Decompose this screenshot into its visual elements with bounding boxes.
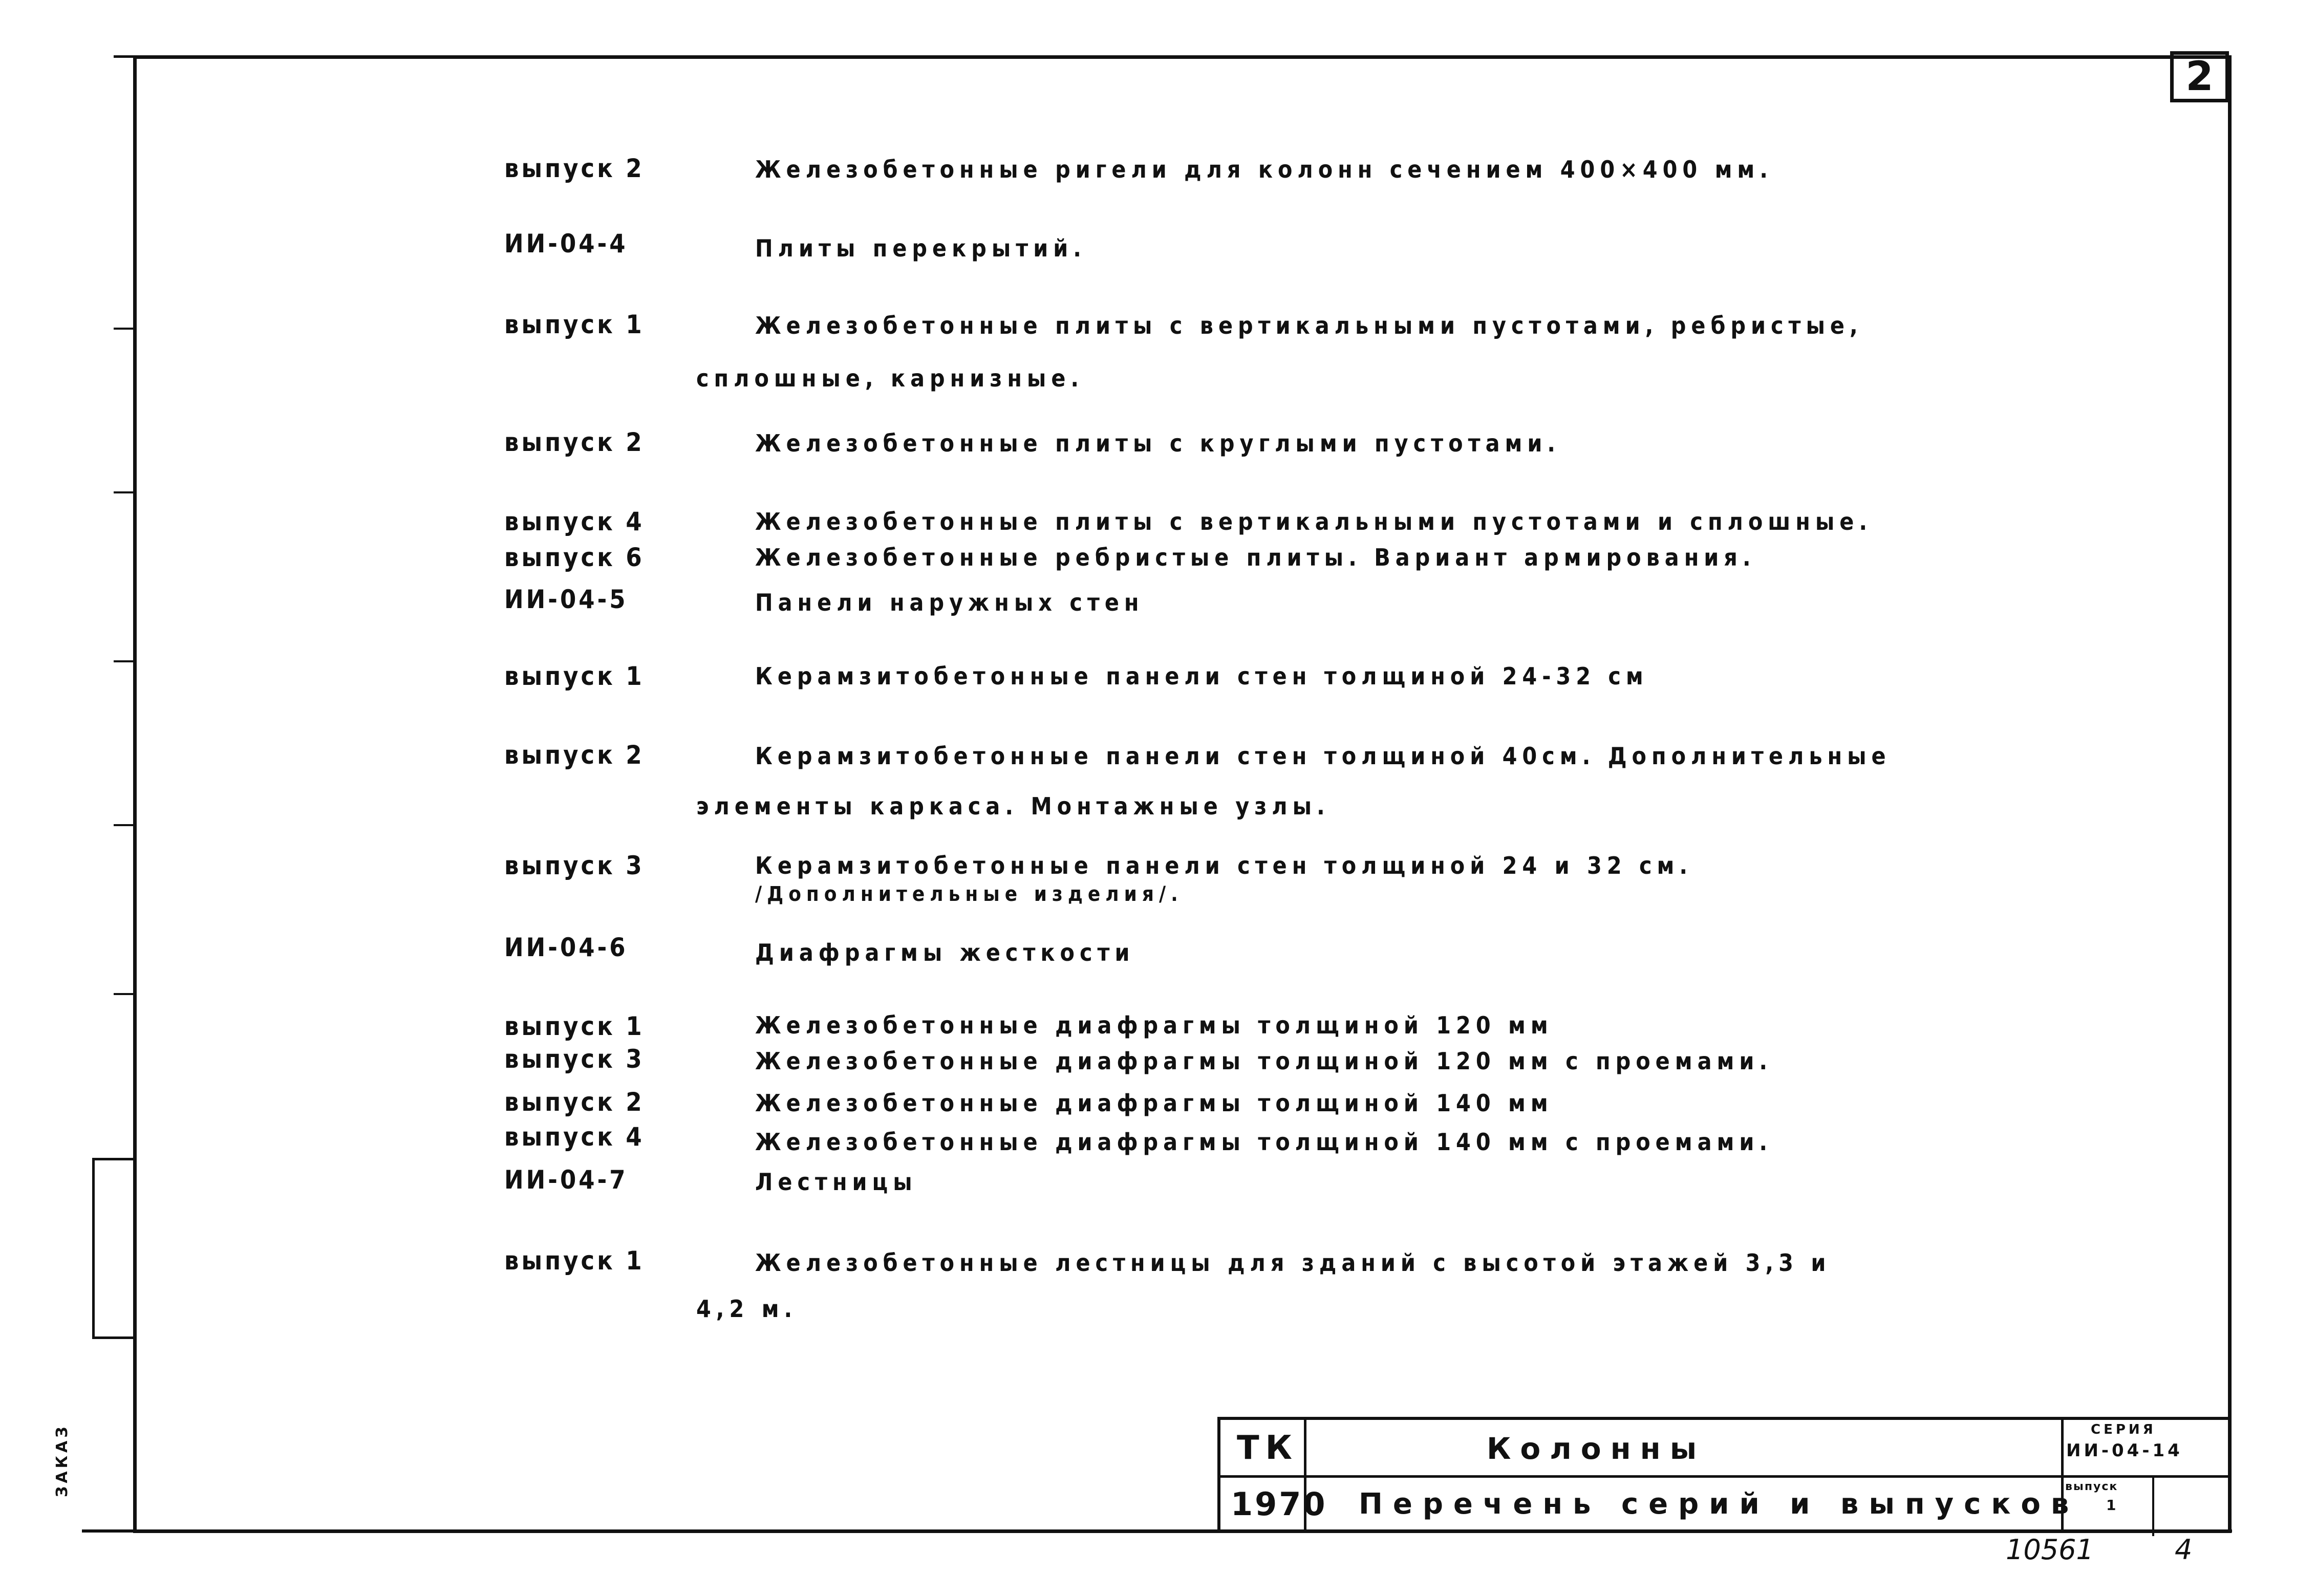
series-code: ИИ-04-6 xyxy=(504,933,628,962)
entry-description-continued: элементы каркаса. Монтажные узлы. xyxy=(696,792,1330,820)
series-description: Плиты перекрытий. xyxy=(755,234,1086,262)
series-code: ИИ-04-7 xyxy=(504,1165,628,1195)
entry-code: выпуск 2 xyxy=(504,154,645,183)
drawing-title: Колонны xyxy=(1487,1431,1706,1466)
side-label: ЗАКАЗ xyxy=(53,1424,71,1497)
entry-description: Керамзитобетонные панели стен толщиной 24 и 32 см. xyxy=(755,852,1693,879)
series-label: СЕРИЯ xyxy=(2091,1422,2156,1437)
entry-code: выпуск 2 xyxy=(504,427,645,457)
document-number: 10561 xyxy=(2006,1534,2094,1566)
entry-description: Железобетонные диафрагмы толщиной 120 мм с проемами. xyxy=(755,1047,1773,1075)
sheet-number: 4 xyxy=(2175,1534,2193,1566)
entry-description: Керамзитобетонные панели стен толщиной 24-32 см xyxy=(755,662,1648,690)
entry-description: Железобетонные плиты с вертикальными пустотами, ребристые, xyxy=(755,312,1863,339)
entry-code: выпуск 1 xyxy=(504,1246,645,1276)
series-value: ИИ-04-14 xyxy=(2066,1440,2183,1461)
organization-code: ТК xyxy=(1237,1429,1298,1467)
entry-description: Керамзитобетонные панели стен толщиной 40см. Дополнительные xyxy=(755,742,1891,770)
issue-value: 1 xyxy=(2106,1497,2116,1514)
entry-description: Железобетонные ригели для колонн сечением 400×400 мм. xyxy=(755,156,1773,183)
year: 1970 xyxy=(1231,1485,1327,1523)
page-number: 2 xyxy=(2170,51,2229,102)
entry-description: Железобетонные лестницы для зданий с высотой этажей 3,3 и xyxy=(755,1249,1831,1277)
entry-description: Железобетонные диафрагмы толщиной 120 мм xyxy=(755,1011,1553,1039)
entry-description: Железобетонные диафрагмы толщиной 140 мм с проемами. xyxy=(755,1128,1773,1156)
entry-description-continued: сплошные, карнизные. xyxy=(696,364,1084,392)
entry-code: выпуск 1 xyxy=(504,1011,645,1041)
series-description: Лестницы xyxy=(755,1168,917,1196)
title-block xyxy=(1217,1417,2232,1533)
entry-code: выпуск 2 xyxy=(504,1087,645,1117)
drawing-subtitle: Перечень серий и выпусков xyxy=(1359,1487,2079,1521)
entry-description-continued: 4,2 м. xyxy=(696,1295,798,1323)
entry-code: выпуск 1 xyxy=(504,310,645,339)
entry-code: выпуск 2 xyxy=(504,740,645,770)
entry-description-note: /Дополнительные изделия/. xyxy=(755,882,1183,906)
series-code: ИИ-04-4 xyxy=(504,229,628,258)
entry-code: выпуск 1 xyxy=(504,661,645,691)
entry-code: выпуск 3 xyxy=(504,851,645,880)
binding-tick xyxy=(114,491,134,493)
issue-label: выпуск xyxy=(2065,1480,2118,1493)
entry-code: выпуск 4 xyxy=(504,507,645,536)
entry-description: Железобетонные диафрагмы толщиной 140 мм xyxy=(755,1089,1553,1117)
binding-mark xyxy=(114,55,139,58)
binding-tick xyxy=(114,824,134,826)
entry-code: выпуск 4 xyxy=(504,1122,645,1152)
entry-code: выпуск 3 xyxy=(504,1044,645,1074)
binding-tick xyxy=(114,328,134,330)
binding-box xyxy=(92,1158,133,1339)
entry-description: Железобетонные плиты с круглыми пустотами. xyxy=(755,429,1561,457)
title-block-divider xyxy=(2152,1475,2154,1536)
binding-tick xyxy=(114,660,134,662)
entry-description: Железобетонные плиты с вертикальными пустотами и сплошные. xyxy=(755,508,1873,535)
entry-description: Железобетонные ребристые плиты. Вариант армирования. xyxy=(755,544,1756,571)
binding-tick xyxy=(114,993,134,995)
entry-code: выпуск 6 xyxy=(504,543,645,572)
title-block-divider xyxy=(1220,1475,2232,1478)
series-description: Панели наружных стен xyxy=(755,589,1144,616)
series-description: Диафрагмы жесткости xyxy=(755,939,1135,966)
series-code: ИИ-04-5 xyxy=(504,585,628,614)
